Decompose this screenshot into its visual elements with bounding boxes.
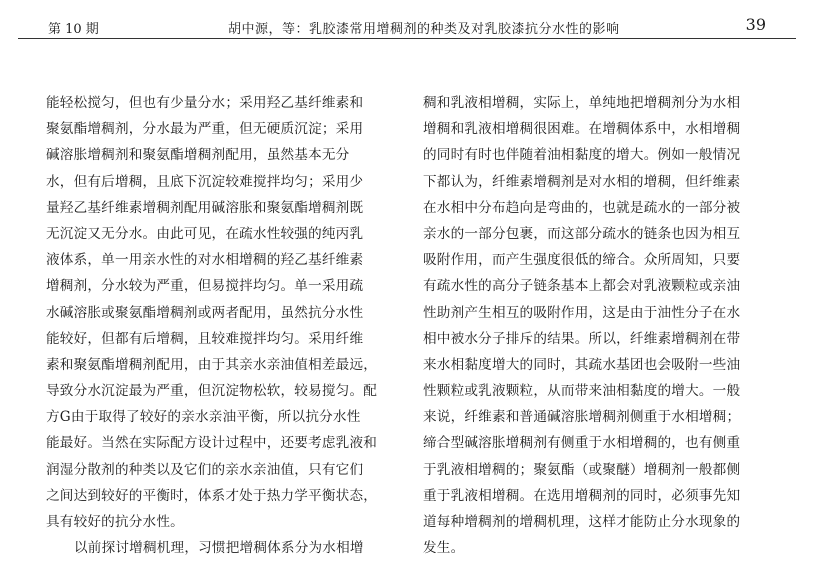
text-line: 能最好。当然在实际配方设计过程中，还要考虑乳液和 <box>46 435 378 452</box>
text-line: 无沉淀又无分水。由此可见，在疏水性较强的纯丙乳 <box>46 225 364 242</box>
text-line: 之间达到较好的平衡时，体系才处于热力学平衡状态， <box>46 487 378 504</box>
text-line: 液体系，单一用亲水性的对水相增稠的羟乙基纤维素 <box>46 252 364 269</box>
text-line: 重于乳液相增稠。在选用增稠剂的同时，必须事先知 <box>423 487 741 504</box>
text-line: 来说，纤维素和普通碱溶胀增稠剂侧重于水相增稠； <box>423 409 741 426</box>
text-line: 有疏水性的高分子链条基本上都会对乳液颗粒或亲油 <box>423 278 741 295</box>
text-line: 素和聚氨酯增稠剂配用，由于其亲水亲油值相差最远， <box>46 356 378 373</box>
text-line: 具有较好的抗分水性。 <box>46 514 184 530</box>
paragraph-start-line: 以前探讨增稠机理，习惯把增稠体系分为水相增 <box>74 540 364 557</box>
text-line: 缔合型碱溶胀增稠剂有侧重于水相增稠的，也有侧重 <box>423 435 741 452</box>
text-line: 相中被水分子排斥的结果。所以，纤维素增稠剂在带 <box>423 330 741 347</box>
left-column <box>46 90 388 561</box>
text-line: 道每种增稠剂的增稠机理，这样才能防止分水现象的 <box>423 514 741 530</box>
text-line: 增稠和乳液相增稠很困难。在增稠体系中，水相增稠 <box>423 121 741 138</box>
page-number: 39 <box>745 15 766 34</box>
text-line: 润湿分散剂的种类以及它们的亲水亲油值，只有它们 <box>46 461 364 478</box>
text-line: 方G由于取得了较好的亲水亲油平衡，所以抗分水性 <box>46 409 361 426</box>
text-line: 发生。 <box>423 540 465 557</box>
text-line: 来水相黏度增大的同时，其疏水基团也会吸附一些油 <box>423 356 741 373</box>
text-line: 碱溶胀增稠剂和聚氨酯增稠剂配用，虽然基本无分 <box>46 147 350 164</box>
text-line: 能轻松搅匀，但也有少量分水；采用羟乙基纤维素和 <box>46 95 364 111</box>
text-line: 水，但有后增稠，且底下沉淀较难搅拌均匀；采用少 <box>46 173 364 190</box>
text-line: 性颗粒或乳液颗粒，从而带来油相黏度的增大。一般 <box>423 383 741 400</box>
text-line: 性助剂产生相互的吸附作用，这是由于油性分子在水 <box>423 304 741 321</box>
text-line: 水碱溶胀或聚氨酯增稠剂或两者配用，虽然抗分水性 <box>46 304 364 321</box>
text-line: 吸附作用，而产生强度很低的缔合。众所周知，只要 <box>423 252 741 269</box>
running-title: 胡中源，等：乳胶漆常用增稠剂的种类及对乳胶漆抗分水性的影响 <box>228 22 620 37</box>
text-line: 聚氨酯增稠剂，分水最为严重，但无硬质沉淀；采用 <box>46 121 364 138</box>
text-line: 下都认为，纤维素增稠剂是对水相的增稠，但纤维素 <box>423 173 741 190</box>
text-line: 量羟乙基纤维素增稠剂配用碱溶胀和聚氨酯增稠剂既 <box>46 199 364 216</box>
text-line: 稠和乳液相增稠，实际上，单纯地把增稠剂分为水相 <box>423 95 741 111</box>
issue-number: 第 10 期 <box>48 22 99 37</box>
page-header <box>18 14 796 39</box>
text-line: 增稠剂，分水较为严重，但易搅拌均匀。单一采用疏 <box>46 278 364 295</box>
text-line: 亲水的一部分包裹，而这部分疏水的链条也因为相互 <box>423 225 741 242</box>
text-line: 在水相中分布趋向是弯曲的，也就是疏水的一部分被 <box>423 199 741 216</box>
right-column <box>423 90 769 561</box>
text-line: 导致分水沉淀最为严重，但沉淀物松软，较易搅匀。配 <box>46 383 378 400</box>
text-line: 的同时有时也伴随着油相黏度的增大。例如一般情况 <box>423 147 741 164</box>
text-line: 能较好，但都有后增稠，且较难搅拌均匀。采用纤维 <box>46 330 364 347</box>
text-line: 于乳液相增稠的；聚氨酯（或聚醚）增稠剂一般都侧 <box>423 461 741 478</box>
